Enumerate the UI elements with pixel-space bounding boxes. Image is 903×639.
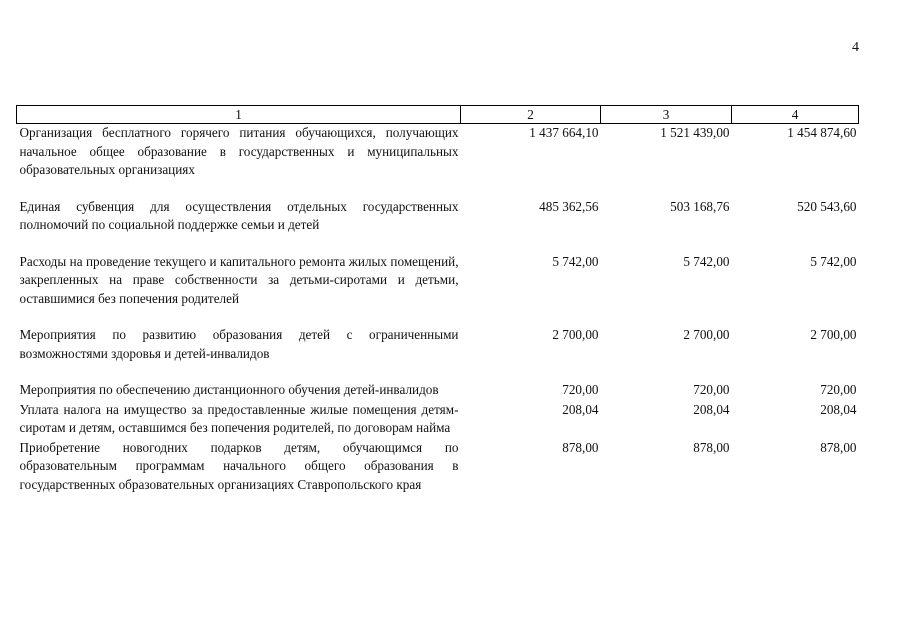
table-row — [17, 401, 859, 439]
row-value-col4: 5 742,00 — [810, 253, 857, 269]
row-value-col3: 208,04 — [693, 401, 730, 417]
row-value-col3: 1 521 439,00 — [660, 125, 730, 140]
table-header-row — [17, 106, 859, 124]
row-value-col4: 2 700,00 — [810, 327, 857, 342]
table-row — [17, 124, 859, 198]
table-row — [17, 439, 859, 496]
column-header-4: 4 — [732, 106, 859, 124]
row-description: Расходы на проведение текущего и капитального ремонта жилых помещений, закрепленных на праве собственности за детьми-сиротами и детьми, оставшимися без попечения родителей — [19, 253, 459, 306]
row-description: Приобретение новогодних подарков детям, обучающимся по образовательным программам начального общего образования в государственных образовательных организациях Ставропольского края — [19, 439, 459, 492]
row-value-col3: 2 700,00 — [683, 327, 730, 342]
row-value-col2: 485 362,56 — [539, 198, 599, 214]
row-value-col2: 2 700,00 — [552, 327, 599, 342]
row-value-col4: 1 454 874,60 — [787, 125, 857, 140]
column-header-1: 1 — [17, 106, 461, 124]
row-value-col4: 878,00 — [820, 439, 857, 455]
row-value-col2: 720,00 — [562, 382, 599, 397]
budget-table — [16, 105, 859, 495]
row-description: Уплата налога на имущество за предоставленные жилые помещения детям-сиротам и детям, оставшимся без попечения родителей, по договорам найма — [19, 401, 459, 435]
row-value-col4: 720,00 — [820, 382, 857, 397]
row-value-col2: 878,00 — [562, 439, 599, 455]
row-description: Единая субвенция для осуществления отдельных государственных полномочий по социальной поддержке семьи и детей — [19, 198, 459, 232]
row-value-col3: 503 168,76 — [670, 198, 730, 214]
row-description: Организация бесплатного горячего питания обучающихся, получающих начальное общее образование в государственных и муниципальных образовательных организациях — [19, 125, 459, 177]
row-value-col2: 5 742,00 — [552, 253, 599, 269]
column-header-3: 3 — [601, 106, 732, 124]
row-value-col4: 520 543,60 — [797, 198, 857, 214]
row-description: Мероприятия по обеспечению дистанционного обучения детей-инвалидов — [19, 382, 439, 397]
row-value-col2: 208,04 — [562, 401, 599, 417]
column-header-2: 2 — [461, 106, 601, 124]
table-row — [17, 253, 859, 327]
row-value-col3: 878,00 — [693, 439, 730, 455]
table-row — [17, 198, 859, 253]
row-value-col3: 720,00 — [693, 382, 730, 397]
row-value-col2: 1 437 664,10 — [529, 125, 599, 140]
page-number: 4 — [852, 40, 859, 55]
row-value-col3: 5 742,00 — [683, 253, 730, 269]
table-row — [17, 381, 859, 401]
row-description: Мероприятия по развитию образования детей с ограниченными возможностями здоровья и детей-инвалидов — [19, 327, 459, 361]
table-row — [17, 326, 859, 381]
row-value-col4: 208,04 — [820, 401, 857, 417]
